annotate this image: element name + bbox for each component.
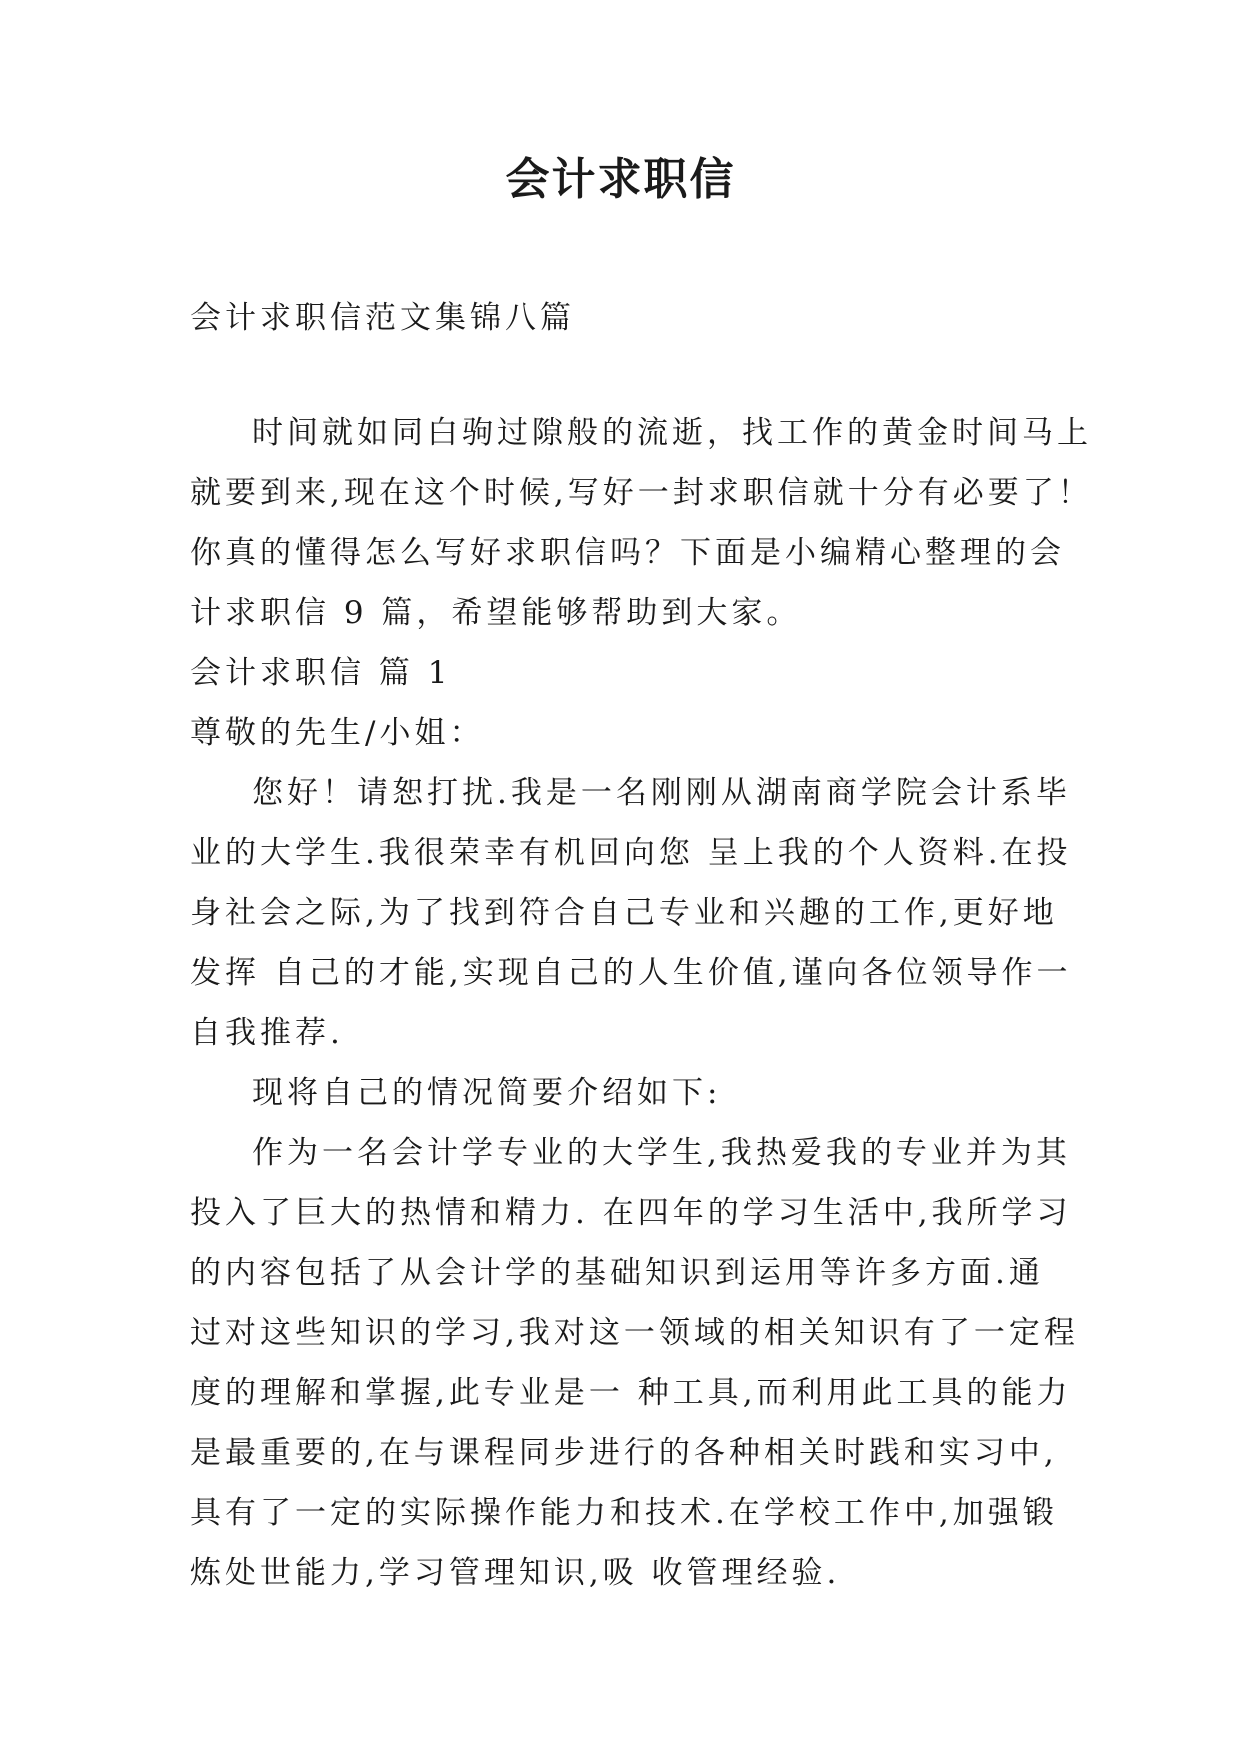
- paragraph-line: 的内容包括了从会计学的基础知识到运用等许多方面.通: [190, 1255, 1044, 1291]
- paragraph-line: 您好！请恕打扰.我是一名刚刚从湖南商学院会计系毕: [252, 775, 1071, 811]
- paragraph-line: 度的理解和掌握,此专业是一 种工具,而利用此工具的能力: [190, 1375, 1072, 1411]
- paragraph-line: 自我推荐.: [190, 1015, 344, 1051]
- salutation: 尊敬的先生/小姐：: [190, 715, 485, 751]
- paragraph-line: 作为一名会计学专业的大学生,我热爱我的专业并为其: [252, 1135, 1071, 1171]
- paragraph-line: 业的大学生.我很荣幸有机回向您 呈上我的个人资料.在投: [190, 835, 1072, 871]
- paragraph-line: 投入了巨大的热情和精力. 在四年的学习生活中,我所学习: [190, 1195, 1072, 1231]
- section-heading: 会计求职信 篇 1: [190, 655, 452, 691]
- paragraph-line: 发挥 自己的才能,实现自己的人生价值,谨向各位领导作一: [190, 955, 1072, 991]
- paragraph-line: 具有了一定的实际操作能力和技术.在学校工作中,加强锻: [190, 1495, 1058, 1531]
- subtitle-line: 会计求职信范文集锦八篇: [190, 300, 575, 336]
- document-title: 会计求职信: [505, 154, 736, 205]
- paragraph-line: 时间就如同白驹过隙般的流逝，找工作的黄金时间马上: [252, 415, 1092, 451]
- paragraph-line: 炼处世能力,学习管理知识,吸 收管理经验.: [190, 1555, 841, 1591]
- paragraph-line: 计求职信 9 篇，希望能够帮助到大家。: [190, 595, 802, 631]
- paragraph-line: 身社会之际,为了找到符合自己专业和兴趣的工作,更好地: [190, 895, 1058, 931]
- paragraph-line: 你真的懂得怎么写好求职信吗？下面是小编精心整理的会: [190, 535, 1065, 571]
- paragraph-line: 现将自己的情况简要介绍如下:: [252, 1075, 722, 1111]
- paragraph-line: 过对这些知识的学习,我对这一领域的相关知识有了一定程: [190, 1315, 1079, 1351]
- document-subtitle: [190, 288, 1060, 348]
- paragraph-line: 就要到来,现在这个时候,写好一封求职信就十分有必要了！: [190, 475, 1093, 511]
- document-body: [190, 403, 1093, 1603]
- paragraph-line: 是最重要的,在与课程同步进行的各种相关时践和实习中,: [190, 1435, 1058, 1471]
